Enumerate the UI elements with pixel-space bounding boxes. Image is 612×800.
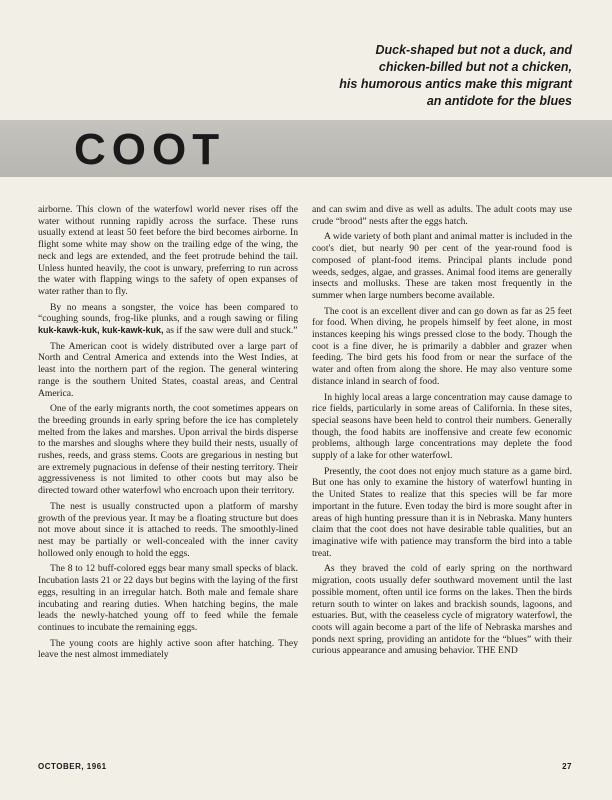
paragraph-text: as if the saw were dull and stuck.” xyxy=(163,325,298,337)
paragraph: The American coot is widely distributed over a large part of North and Central America and extends into the West Indies, at least into the northern part of the region. The general wintering range is the southern United States, coastal areas, and Central America. xyxy=(38,340,298,399)
paragraph: A wide variety of both plant and animal matter is included in the coot's diet, but nearly 90 per cent of the year-round food is composed of plant-food items. Principal plants include pond weeds, sedges, algae, and grasses. Animal food items are generally insects and mollusks. These are taken most frequently in the summer when large numbers become available. xyxy=(312,231,572,301)
article-subtitle xyxy=(272,42,572,110)
subtitle-line: his humorous antics make this migrant xyxy=(339,77,572,91)
paragraph: Presently, the coot does not enjoy much stature as a game bird. But one has only to examine the history of waterfowl hunting in the United States to realize that this species will be far more important in the future. Even today the bird is more sought after in areas of high hunting pressure than it is in Nebraska. Many hunters claim that the coot does not have desirable table qualities, but an imaginative wife with patience may transform the bird into a table treat. xyxy=(312,465,572,559)
paragraph: One of the early migrants north, the coot sometimes appears on the breeding grounds in early spring before the ice has completely melted from the lakes and marshes. Upon arrival the birds disperse to the marshes and sloughs where they build their nests, usually of rushes, reeds, and grass stems. Coots are gregarious in nesting but are extremely pugnacious in defense of their nesting territory. Their aggressiveness is not limited to other coots but may also be directed toward other waterfowl who encroach upon their territory. xyxy=(38,403,298,497)
paragraph: In highly local areas a large concentration may cause damage to rice fields, particularly in some areas of California. In these sites, special seasons have been held to control their numbers. Generally though, the food habits are inoffensive and create few economic problems, although large concentrations may deplete the food supply of a lake for other waterfowl. xyxy=(312,391,572,462)
left-column xyxy=(38,204,298,665)
paragraph: and can swim and dive as well as adults. The adult coots may use crude “brood” nests after the eggs hatch. xyxy=(312,204,572,227)
subtitle-line: Duck-shaped but not a duck, and xyxy=(375,43,572,57)
paragraph xyxy=(38,302,298,337)
right-column xyxy=(312,204,572,661)
article-title: COOT xyxy=(74,125,226,174)
call-sound-text: kuk-kawk-kuk, kuk-kawk-kuk, xyxy=(38,325,164,336)
paragraph-text: By no means a songster, the voice has been compared to “coughing sounds, frog-like plunks, and a rough sawing or filing xyxy=(38,301,298,325)
paragraph: The young coots are highly active soon after hatching. They leave the nest almost immediately xyxy=(38,637,298,661)
issue-date: OCTOBER, 1961 xyxy=(38,762,107,771)
paragraph: The 8 to 12 buff-colored eggs bear many small specks of black. Incubation lasts 21 or 22 days but begins with the laying of the first eggs, resulting in an irregular hatch. Both male and female share incubating and rearing duties. When hatching begins, the male leads the newly-hatched young off to feed while the female continues to incubate the remaining eggs. xyxy=(38,563,298,633)
paragraph: airborne. This clown of the waterfowl world never rises off the water without running rapidly across the surface. These runs usually extend at least 50 feet before the bird becomes airborne. In flight some white may show on the trailing edge of the wing, the neck and legs are extended, and the feet protrude behind the tail. Unless hunted heavily, the coot is unwary, preferring to run across the water with flapping wings to the safety of open expanses of water rather than to fly. xyxy=(38,204,298,297)
paragraph: The coot is an excellent diver and can go down as far as 25 feet for food. When diving, he propels himself by feet alone, in most instances keeping his wings pressed close to the body. Though the coot is a fine diver, he is primarily a dabbler and grazer when feeding. The bird gets his food from or near the surface of the water and often from along the shore. He may also venture some distance inland in search of food. xyxy=(312,305,572,387)
subtitle-line: chicken-billed but not a chicken, xyxy=(378,60,572,74)
paragraph: The nest is usually constructed upon a platform of marshy growth of the previous year. It may be a floating structure but does not move about since it is attached to reeds. The smoothly-lined nest may be partially or well-concealed with the inner cavity hollowed only enough to hold the eggs. xyxy=(38,500,298,559)
paragraph: As they braved the cold of early spring on the northward migration, coots usually defer southward movement until the last possible moment, often until ice forms on the lakes. Then the birds return south to winter on lakes and brackish sounds, lagoons, and estuaries. But, with the ceaseless cycle of migratory waterfowl, the coots will again become a part of the life of Nebraska marshes and ponds next spring, providing an antidote for the “blues” with their curious appearance and amusing behavior. THE END xyxy=(312,563,572,657)
subtitle-line: an antidote for the blues xyxy=(426,94,572,108)
page-number: 27 xyxy=(562,762,572,771)
